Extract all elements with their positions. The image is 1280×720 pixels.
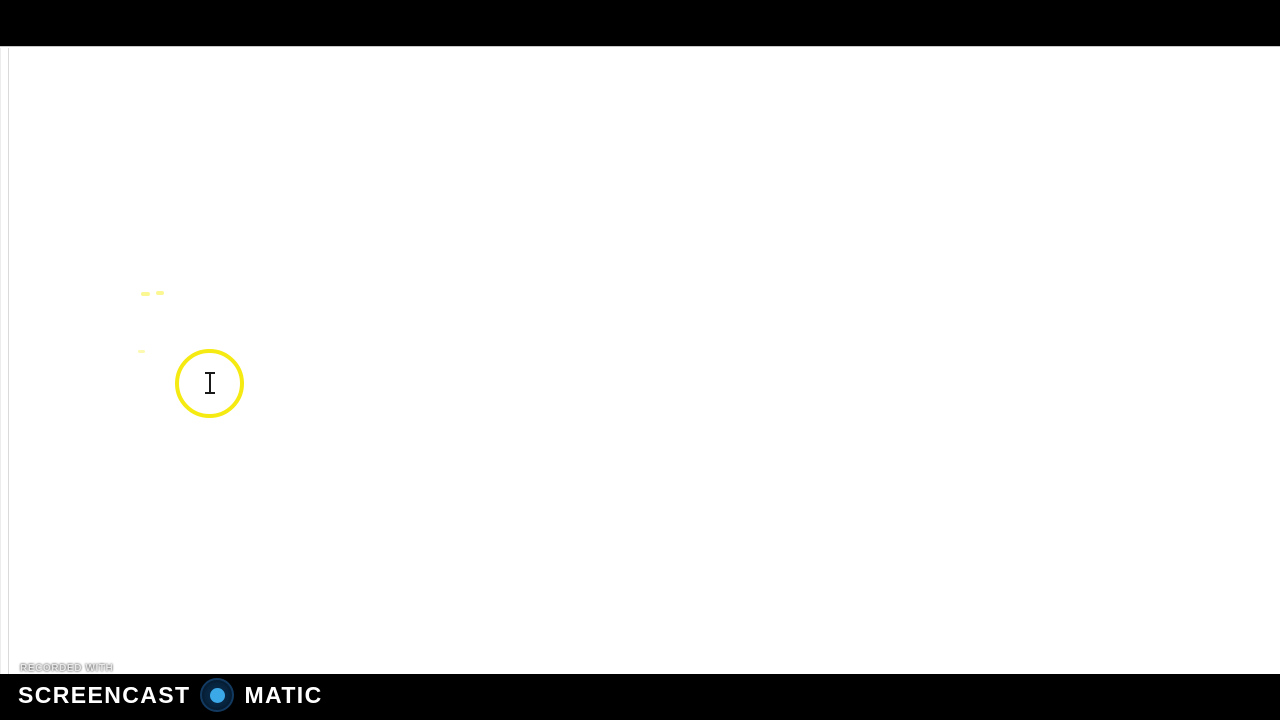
document-page-left-edge — [8, 48, 9, 674]
top-letterbox-bar — [0, 0, 1280, 46]
recorded-with-label: RECORDED WITH — [20, 663, 114, 674]
highlight-artifact — [141, 292, 150, 296]
document-top-border — [0, 46, 1280, 47]
highlight-artifact — [138, 350, 145, 353]
screencast-o-matic-watermark — [18, 678, 323, 712]
watermark-brand-left: SCREENCAST — [18, 681, 191, 708]
document-window-left-edge — [0, 48, 1, 674]
text-ibeam-cursor — [205, 372, 215, 394]
screencast-o-matic-logo-icon — [200, 678, 234, 712]
watermark-brand-right: MATIC — [244, 681, 323, 708]
word-document-canvas[interactable] — [0, 46, 1280, 674]
highlight-artifact — [156, 291, 164, 295]
